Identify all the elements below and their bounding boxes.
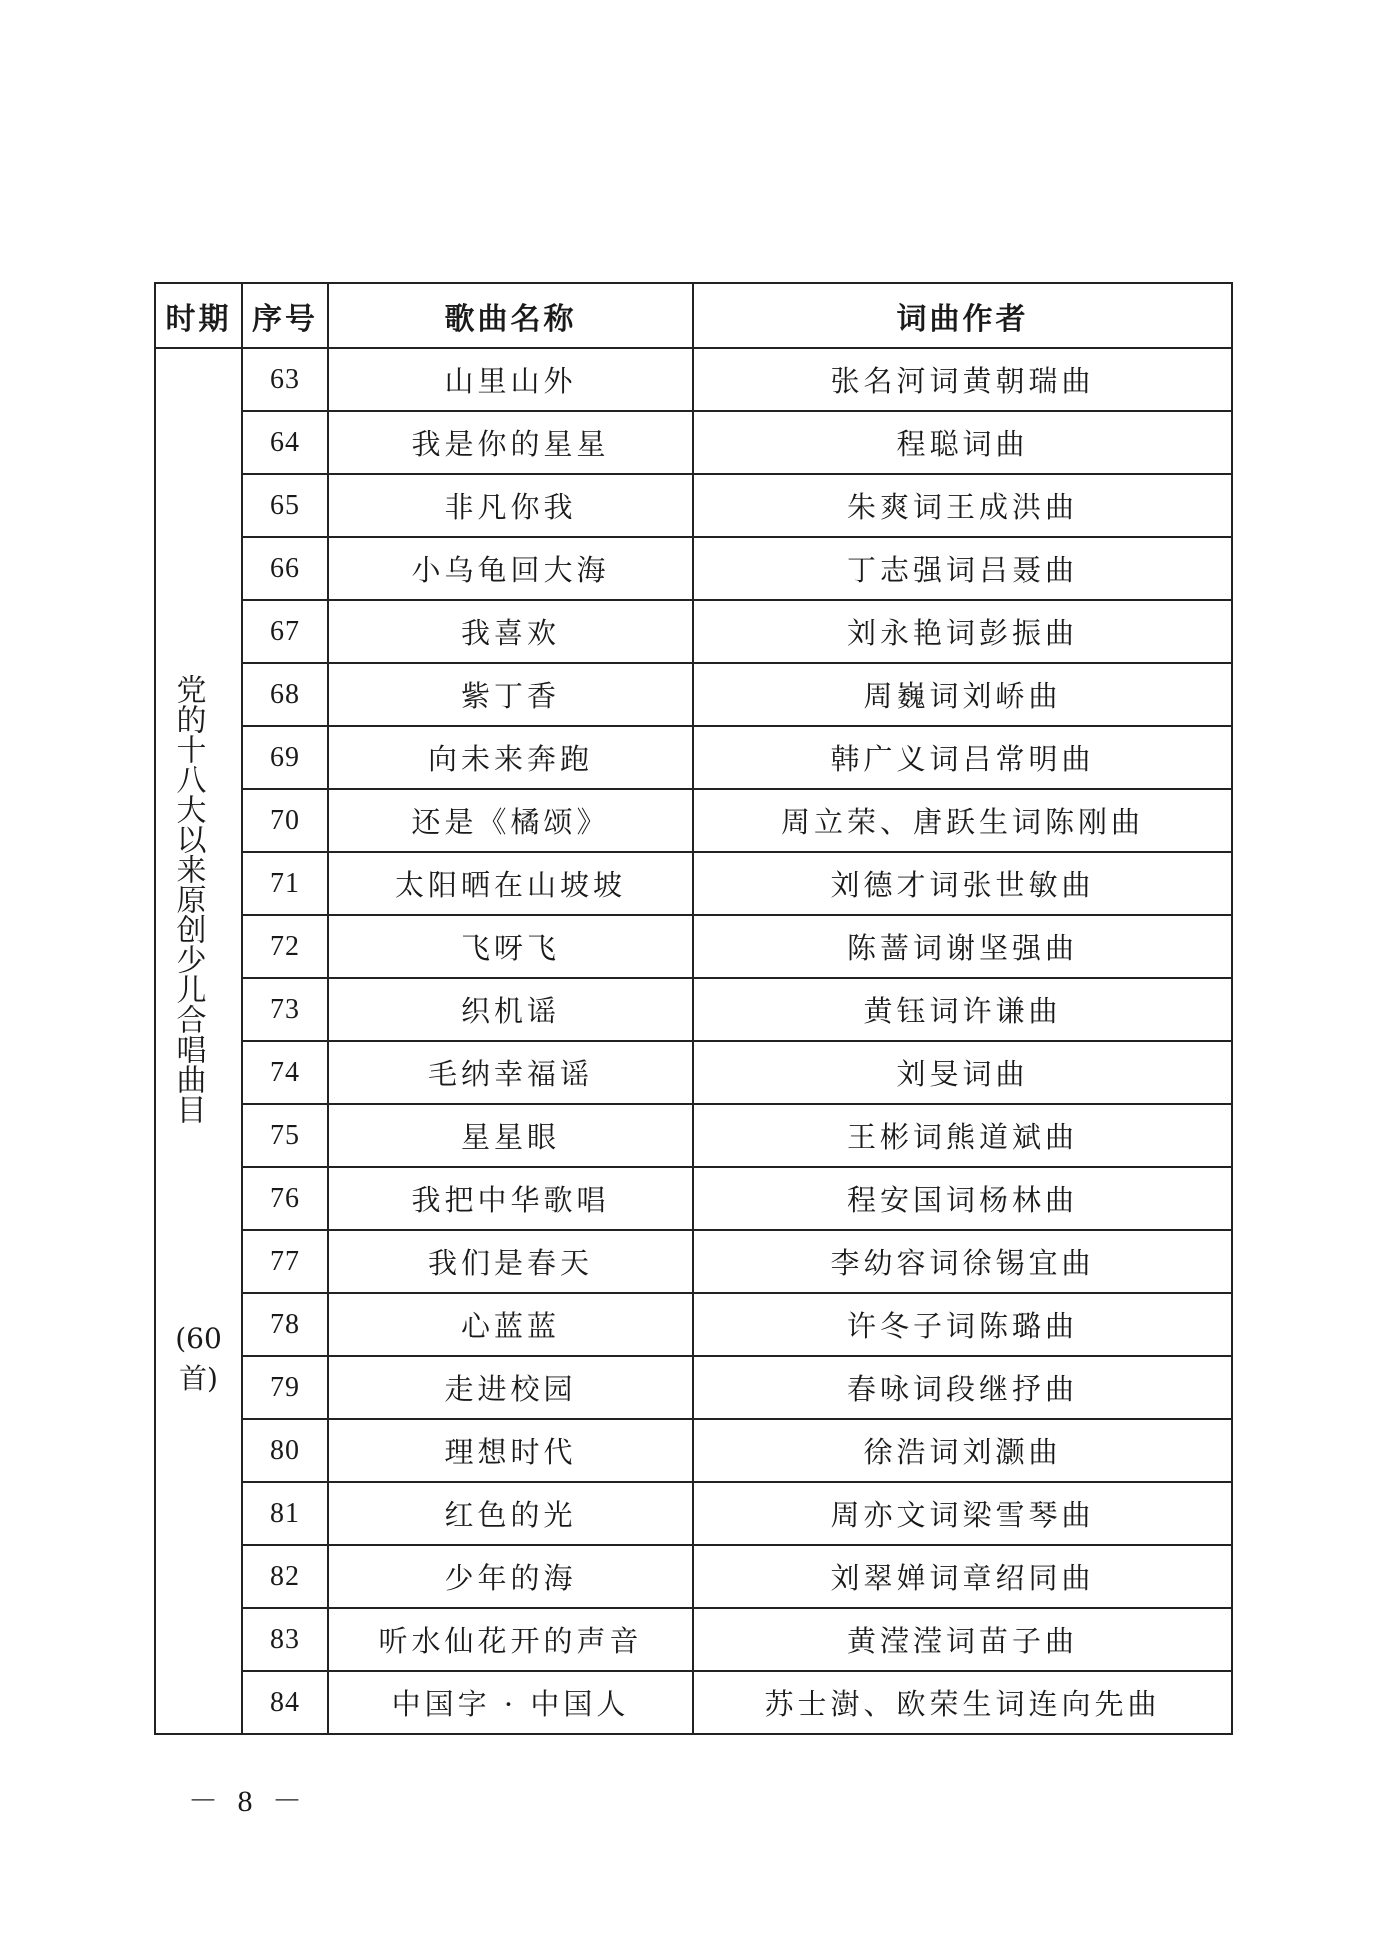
table-row xyxy=(155,852,1232,915)
table-row xyxy=(155,474,1232,537)
song-title: 少年的海 xyxy=(328,1545,693,1608)
row-number: 74 xyxy=(242,1041,328,1104)
period-label: 党的十八大以来原创少儿合唱曲目 xyxy=(170,674,206,1124)
song-author: 程聪词曲 xyxy=(693,411,1232,474)
table-row xyxy=(155,1482,1232,1545)
song-title: 非凡你我 xyxy=(328,474,693,537)
table-row xyxy=(155,1545,1232,1608)
song-title: 心蓝蓝 xyxy=(328,1293,693,1356)
song-title: 飞呀飞 xyxy=(328,915,693,978)
row-number: 76 xyxy=(242,1167,328,1230)
table-row xyxy=(155,1230,1232,1293)
song-title: 星星眼 xyxy=(328,1104,693,1167)
song-title: 中国字 · 中国人 xyxy=(328,1671,693,1734)
row-number: 67 xyxy=(242,600,328,663)
row-number: 73 xyxy=(242,978,328,1041)
song-author: 周立荣、唐跃生词陈刚曲 xyxy=(693,789,1232,852)
song-title: 理想时代 xyxy=(328,1419,693,1482)
header-number: 序号 xyxy=(242,283,328,348)
song-title: 毛纳幸福谣 xyxy=(328,1041,693,1104)
song-author: 韩广义词吕常明曲 xyxy=(693,726,1232,789)
page-number: － 8 － xyxy=(188,1785,308,1818)
song-title: 山里山外 xyxy=(328,348,693,411)
row-number: 83 xyxy=(242,1608,328,1671)
song-title: 我把中华歌唱 xyxy=(328,1167,693,1230)
period-count: (60首) xyxy=(175,1322,222,1395)
table-row xyxy=(155,789,1232,852)
row-number: 75 xyxy=(242,1104,328,1167)
song-author: 周巍词刘峤曲 xyxy=(693,663,1232,726)
song-title: 走进校园 xyxy=(328,1356,693,1419)
song-author: 陈蔷词谢坚强曲 xyxy=(693,915,1232,978)
table-row xyxy=(155,348,1232,411)
song-title: 还是《橘颂》 xyxy=(328,789,693,852)
song-author: 徐浩词刘灏曲 xyxy=(693,1419,1232,1482)
song-author: 朱爽词王成洪曲 xyxy=(693,474,1232,537)
row-number: 78 xyxy=(242,1293,328,1356)
song-title: 紫丁香 xyxy=(328,663,693,726)
row-number: 81 xyxy=(242,1482,328,1545)
row-number: 65 xyxy=(242,474,328,537)
song-author: 王彬词熊道斌曲 xyxy=(693,1104,1232,1167)
song-author: 刘永艳词彭振曲 xyxy=(693,600,1232,663)
song-title: 小乌龟回大海 xyxy=(328,537,693,600)
song-title: 我是你的星星 xyxy=(328,411,693,474)
table-row xyxy=(155,1167,1232,1230)
song-author: 周亦文词梁雪琴曲 xyxy=(693,1482,1232,1545)
row-number: 84 xyxy=(242,1671,328,1734)
songs-table xyxy=(154,282,1233,1735)
song-author: 张名河词黄朝瑞曲 xyxy=(693,348,1232,411)
song-author: 刘旻词曲 xyxy=(693,1041,1232,1104)
song-author: 李幼容词徐锡宜曲 xyxy=(693,1230,1232,1293)
row-number: 66 xyxy=(242,537,328,600)
song-author: 许冬子词陈璐曲 xyxy=(693,1293,1232,1356)
table-row xyxy=(155,537,1232,600)
period-cell xyxy=(155,348,242,1734)
row-number: 79 xyxy=(242,1356,328,1419)
song-author: 刘德才词张世敏曲 xyxy=(693,852,1232,915)
row-number: 82 xyxy=(242,1545,328,1608)
song-author: 黄钰词许谦曲 xyxy=(693,978,1232,1041)
row-number: 63 xyxy=(242,348,328,411)
table-header-row xyxy=(155,283,1232,348)
row-number: 69 xyxy=(242,726,328,789)
table-row xyxy=(155,726,1232,789)
song-title: 我喜欢 xyxy=(328,600,693,663)
song-title: 红色的光 xyxy=(328,1482,693,1545)
song-author: 程安国词杨林曲 xyxy=(693,1167,1232,1230)
row-number: 77 xyxy=(242,1230,328,1293)
row-number: 64 xyxy=(242,411,328,474)
song-author: 苏士澍、欧荣生词连向先曲 xyxy=(693,1671,1232,1734)
row-number: 71 xyxy=(242,852,328,915)
song-title: 织机谣 xyxy=(328,978,693,1041)
table-row xyxy=(155,1671,1232,1734)
table-row xyxy=(155,411,1232,474)
table-row xyxy=(155,1293,1232,1356)
row-number: 70 xyxy=(242,789,328,852)
table-row xyxy=(155,600,1232,663)
table-row xyxy=(155,663,1232,726)
header-song: 歌曲名称 xyxy=(328,283,693,348)
song-title: 向未来奔跑 xyxy=(328,726,693,789)
header-author: 词曲作者 xyxy=(693,283,1232,348)
table-row xyxy=(155,1608,1232,1671)
table-body xyxy=(155,348,1232,1734)
table-row xyxy=(155,978,1232,1041)
table-row xyxy=(155,1041,1232,1104)
header-period: 时期 xyxy=(155,283,242,348)
table-row xyxy=(155,1356,1232,1419)
row-number: 68 xyxy=(242,663,328,726)
song-title: 太阳晒在山坡坡 xyxy=(328,852,693,915)
table-row xyxy=(155,1419,1232,1482)
song-title: 我们是春天 xyxy=(328,1230,693,1293)
table-row xyxy=(155,1104,1232,1167)
song-author: 黄滢滢词苗子曲 xyxy=(693,1608,1232,1671)
table-row xyxy=(155,915,1232,978)
song-author: 刘翠婵词章绍同曲 xyxy=(693,1545,1232,1608)
row-number: 80 xyxy=(242,1419,328,1482)
song-author: 丁志强词吕聂曲 xyxy=(693,537,1232,600)
song-author: 春咏词段继抒曲 xyxy=(693,1356,1232,1419)
row-number: 72 xyxy=(242,915,328,978)
song-title: 听水仙花开的声音 xyxy=(328,1608,693,1671)
